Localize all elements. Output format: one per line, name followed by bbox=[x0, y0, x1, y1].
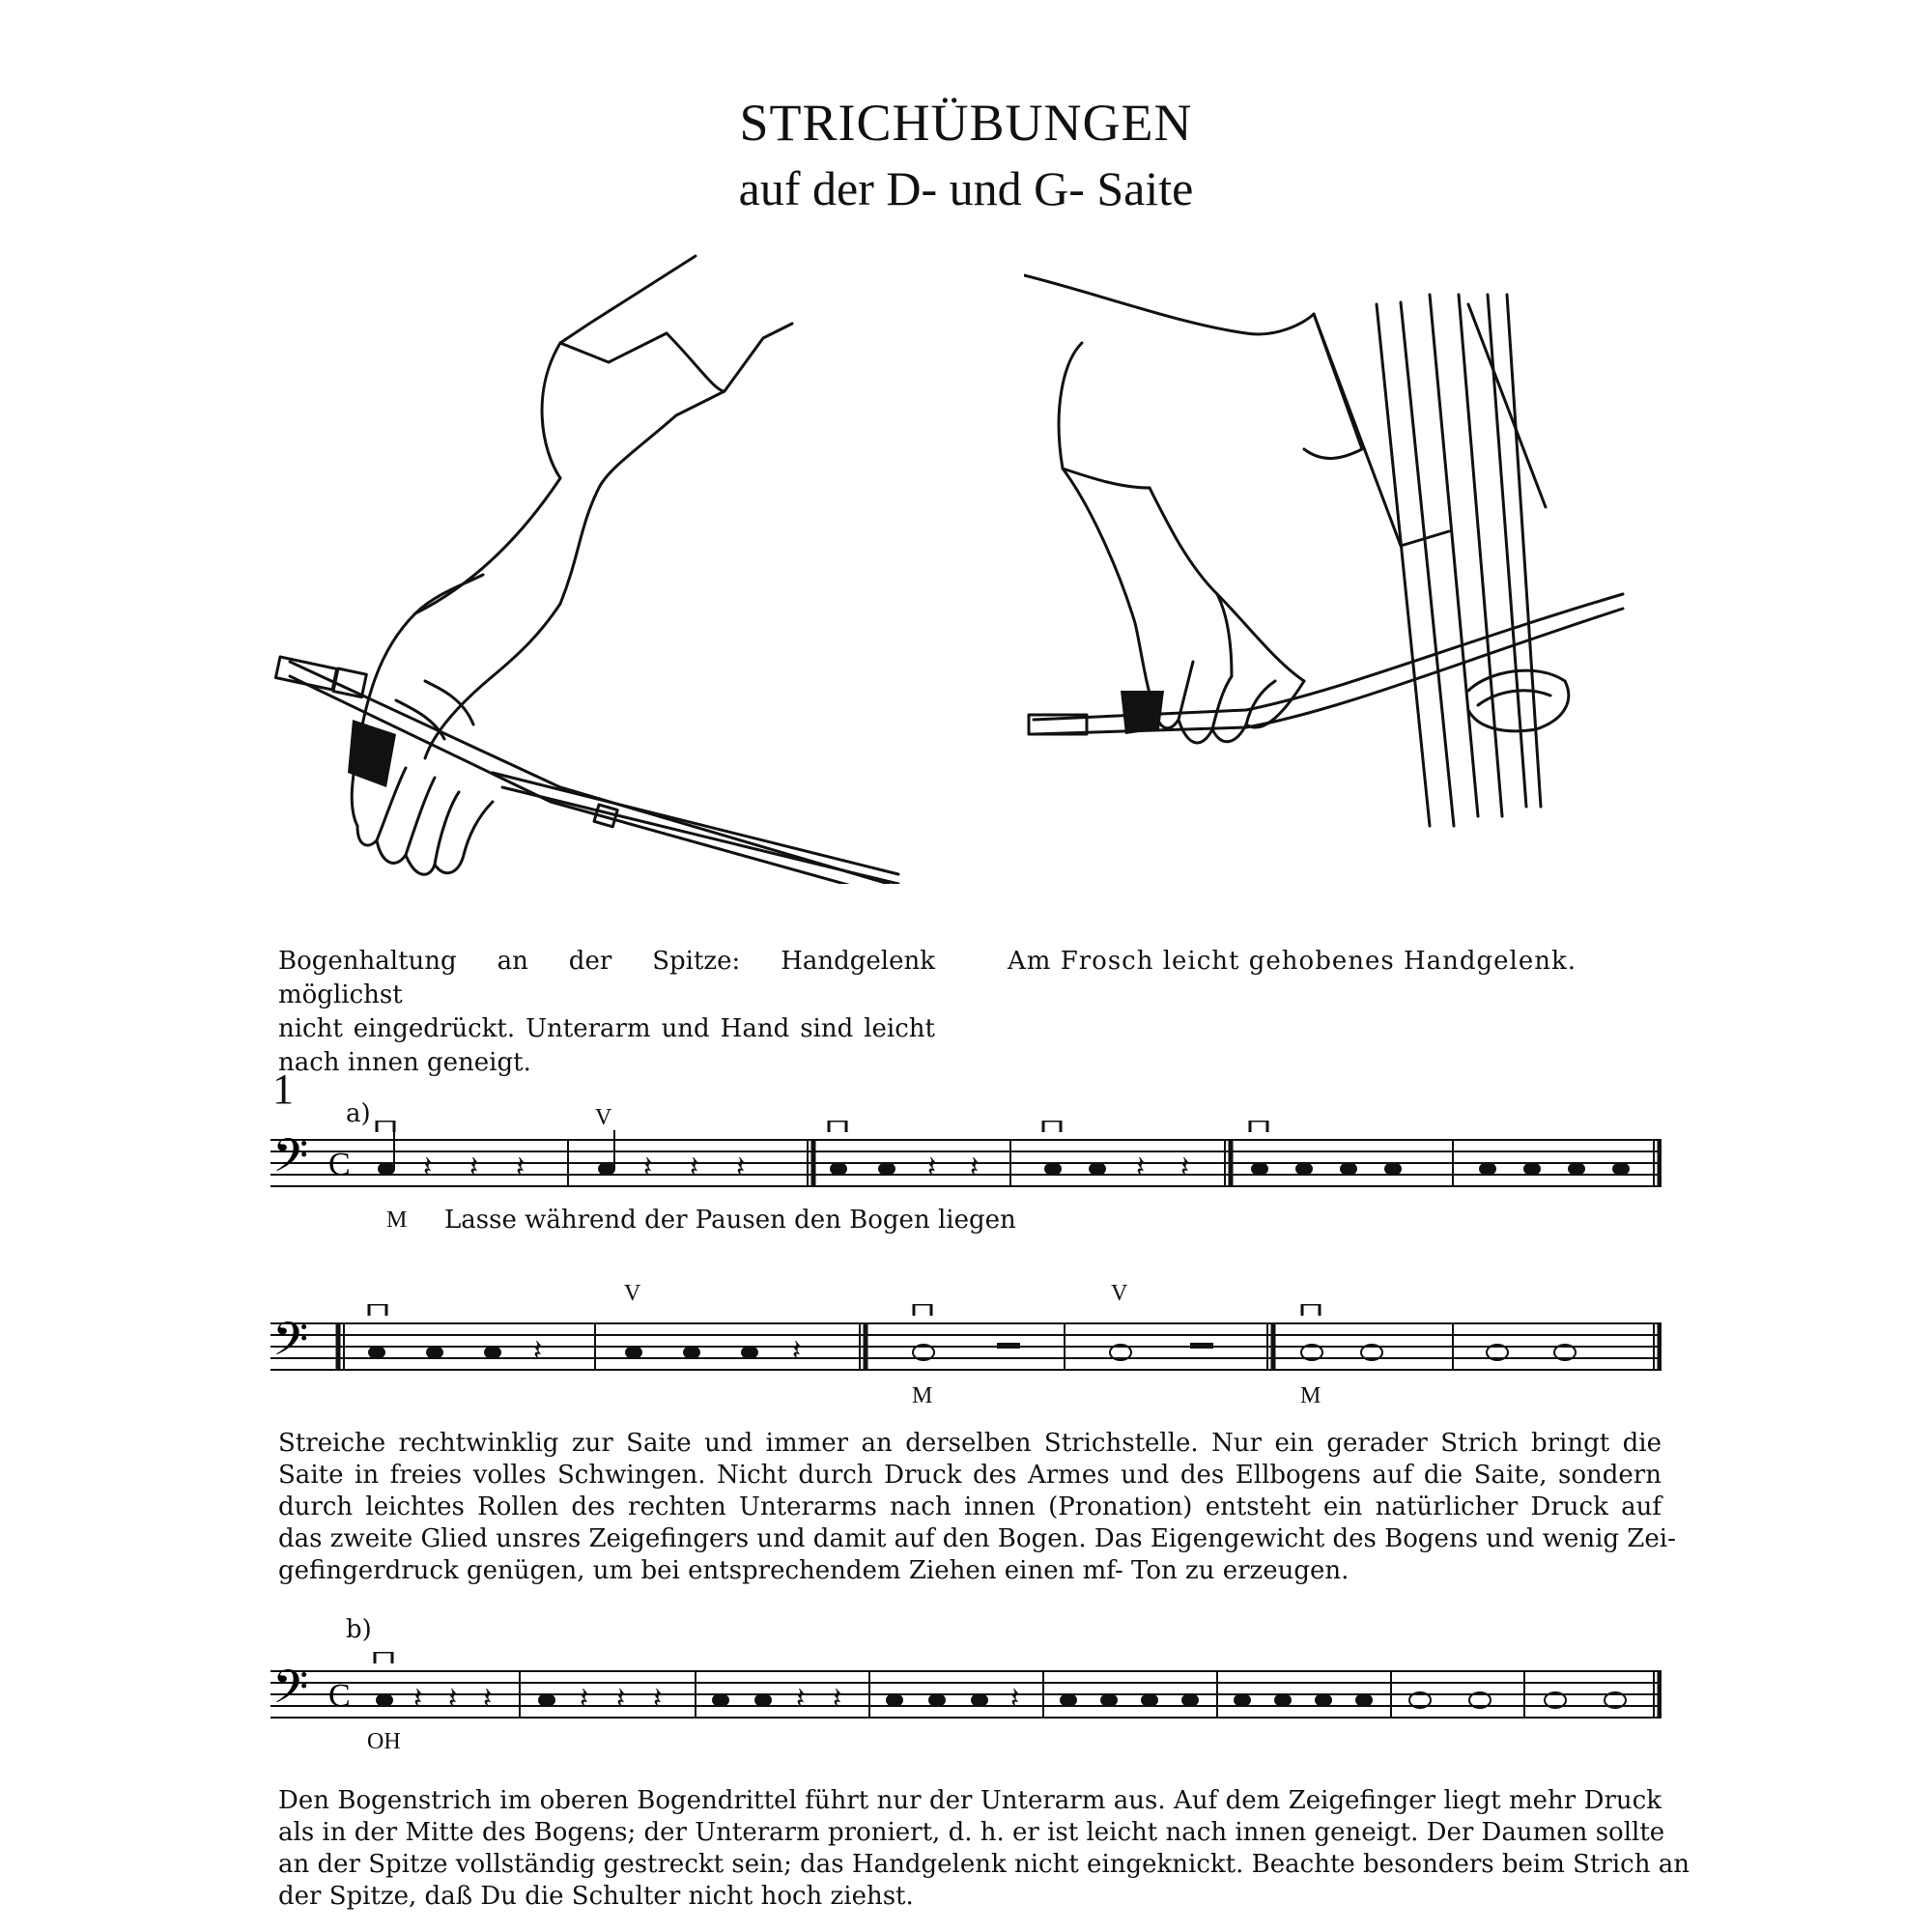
bow-at-tip-illustration bbox=[270, 246, 947, 884]
svg-text:𝄽: 𝄽 bbox=[796, 1683, 806, 1715]
svg-text:𝄽: 𝄽 bbox=[516, 1151, 526, 1183]
caption-left: Bogenhaltung an der Spitze: Handgelenk möglichst nicht eingedrückt. Unterarm und Hand sind leicht nach innen geneigt. bbox=[278, 947, 935, 1077]
svg-text:𝄽: 𝄽 bbox=[792, 1335, 802, 1367]
svg-text:𝄽: 𝄽 bbox=[927, 1151, 937, 1183]
part-a-label: a) bbox=[346, 1099, 371, 1128]
paragraph-1: Streiche rechtwinklig zur Saite und immer an derselben Strichstelle. Nur ein gerader Strich bringt die Saite in freies volles Schwingen. Nicht durch Druck des Armes und des Ellbogens auf die Saite, sondern durch leichtes Rollen des rechten Unterarms nach innen (Pronation) entsteht ein natürlicher Druck auf das zweite Glied unsres Zeigefingers und damit auf den Bogen. Das Eigengewicht des Bogens und wenig Zei- gefingerdruck genügen, um bei entsprechendem Ziehen einen mf- Ton zu erzeugen. bbox=[278, 1429, 1676, 1585]
svg-text:𝄽: 𝄽 bbox=[1010, 1683, 1020, 1715]
staff-a-line1 bbox=[270, 1121, 1662, 1198]
page-subtitle: auf der D- und G- Saite bbox=[738, 161, 1194, 215]
svg-text:C: C bbox=[328, 1678, 351, 1714]
svg-text:𝄢: 𝄢 bbox=[272, 1130, 309, 1193]
svg-text:𝄽: 𝄽 bbox=[616, 1683, 626, 1715]
svg-text:𝄽: 𝄽 bbox=[448, 1683, 458, 1715]
svg-text:𝄽: 𝄽 bbox=[970, 1151, 980, 1183]
bowing-up-a2: V bbox=[624, 1281, 641, 1306]
svg-text:C: C bbox=[328, 1147, 351, 1182]
mark-m-a2: M bbox=[912, 1383, 933, 1408]
page-title: STRICHÜBUNGEN bbox=[739, 94, 1193, 152]
paragraph-2: Den Bogenstrich im oberen Bogendrittel führt nur der Unterarm aus. Auf dem Zeigefinger liegt mehr Druck als in der Mitte des Bogens; der Unterarm proniert, d. h. er ist leicht nach innen geneigt. Der Daumen sollte an der Spitze vollständig gestreckt sein; das Handgelenk nicht eingeknickt. Beachte besonders beim Strich an der Spitze, daß Du die Schulter nicht hoch ziehst. bbox=[278, 1786, 1690, 1911]
bowing-up-a1: V bbox=[595, 1105, 612, 1130]
part-b-label: b) bbox=[346, 1615, 372, 1644]
caption-right: Am Frosch leicht gehobenes Handgelenk. bbox=[1008, 947, 1577, 976]
bowing-up-a3: V bbox=[1111, 1281, 1128, 1306]
svg-text:𝄽: 𝄽 bbox=[653, 1683, 663, 1715]
svg-text:𝄽: 𝄽 bbox=[533, 1335, 543, 1367]
svg-text:𝄽: 𝄽 bbox=[413, 1683, 423, 1715]
mark-oh: OH bbox=[367, 1729, 401, 1754]
mark-m-a3: M bbox=[1300, 1383, 1321, 1408]
svg-text:𝄽: 𝄽 bbox=[469, 1151, 479, 1183]
bow-at-frog-illustration bbox=[1024, 256, 1681, 836]
staff-b bbox=[270, 1652, 1662, 1729]
instruction-a: Lasse während der Pausen den Bogen liegen bbox=[444, 1206, 1016, 1235]
svg-text:𝄢: 𝄢 bbox=[272, 1662, 309, 1724]
svg-text:𝄽: 𝄽 bbox=[736, 1151, 746, 1183]
exercise-number: 1 bbox=[272, 1065, 294, 1113]
svg-text:𝄽: 𝄽 bbox=[690, 1151, 699, 1183]
svg-text:𝄽: 𝄽 bbox=[423, 1151, 433, 1183]
svg-text:𝄽: 𝄽 bbox=[643, 1151, 653, 1183]
svg-text:𝄽: 𝄽 bbox=[580, 1683, 589, 1715]
svg-text:𝄽: 𝄽 bbox=[833, 1683, 842, 1715]
svg-text:𝄽: 𝄽 bbox=[1180, 1151, 1190, 1183]
staff-a-line2 bbox=[270, 1304, 1662, 1381]
mark-m-a1: M bbox=[386, 1208, 408, 1233]
svg-text:𝄢: 𝄢 bbox=[272, 1314, 309, 1377]
svg-text:𝄽: 𝄽 bbox=[1136, 1151, 1146, 1183]
svg-text:𝄽: 𝄽 bbox=[483, 1683, 493, 1715]
